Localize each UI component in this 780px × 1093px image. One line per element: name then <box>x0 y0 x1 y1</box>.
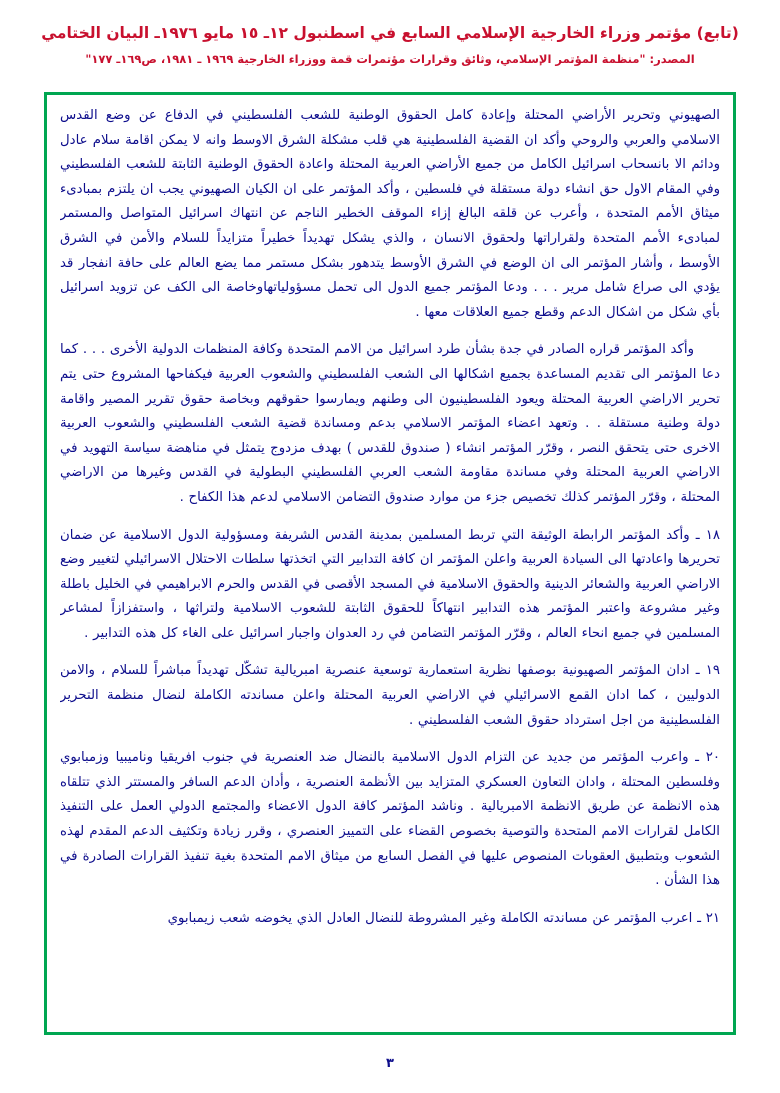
page-header <box>0 0 780 69</box>
page-number: ٣ <box>386 1056 394 1071</box>
header-title: (تابع) مؤتمر وزراء الخارجية الإسلامي السابع في اسطنبول ١٢ـ ١٥ مايو ١٩٧٦ـ البيان الختامي <box>41 24 739 42</box>
document-body <box>60 102 720 1027</box>
paragraph: وأكد المؤتمر قراره الصادر في جدة بشأن طرد اسرائيل من الامم المتحدة وكافة المنظمات الدولية الأخرى . . . كما دعا المؤتمر الى تقديم المساعدة بجميع اشكالها الى الشعب الفلسطيني والشعوب العربية فيكفاحها المشروع حتى يتم تحرير الاراضي العربية المحتلة ويعود الفلسطينيون الى وطنهم ويمارسوا حقوقهم وبخاصة حقوق تقرير المصير واقامة دولة وطنية مستقلة . . وتعهد اعضاء المؤتمر الاسلامي بدعم ومساندة قضية الشعب الفلسطيني والشعوب العربية الاخرى حتى يتحقق النصر ، وقرّر المؤتمر انشاء ( صندوق للقدس ) بهدف مزدوج يتمثل في مناهضة سياسة التهويد في الاراضي العربية المحتلة وفي مساندة مقاومة الشعب العربي الفلسطيني البطولية في القدس وغيرها من الاراضي المحتلة ، وقرّر المؤتمر كذلك تخصيص جزء من موارد صندوق التضامن الاسلامي لدعم هذا الكفاح . <box>60 342 720 505</box>
paragraph: ١٨ ـ وأكد المؤتمر الرابطة الوثيقة التي تربط المسلمين بمدينة القدس الشريفة ومسؤولية الدول الاسلامية عن ضمان تحريرها واعادتها الى السيادة العربية واعلن المؤتمر ان كافة التدابير التي اتخذتها سلطات الاحتلال الاسرائيلي لتغيير وضع الاراضي العربية والشعائر الدينية والحقوق الاسلامية في المسجد الأقصى في القدس والحرم الابراهيمي في الخليل باطلة وغير مشروعة واعتبر المؤتمر هذه التدابير انتهاكاً للحقوق الثابتة للشعوب الاسلامية ولتراثها ، واستفزازاً لمشاعر المسلمين في جميع انحاء العالم ، وقرّر المؤتمر التضامن في رد العدوان واجبار اسرائيل على الغاء كل هذه التدابير . <box>60 527 720 641</box>
header-source: المصدر: "منظمة المؤتمر الإسلامي، وثائق وقرارات مؤتمرات قمة ووزراء الخارجية ١٩٦٩ ـ ١٩٨١، ص١٦٩ـ ١٧٧" <box>85 52 695 67</box>
paragraph: الصهيوني وتحرير الأراضي المحتلة وإعادة كامل الحقوق الوطنية للشعب الفلسطيني في الدفاع عن وضع القدس الاسلامي والعربي والروحي وأكد ان القضية الفلسطينية هي قلب مشكلة الشرق الاوسط وانه لا يمكن اقامة سلام عادل ودائم الا بانسحاب اسرائيل الكامل من جميع الأراضي العربية المحتلة واعادة الحقوق الوطنية الثابتة للشعب الفلسطيني وفي المقام الاول حق انشاء دولة مستقلة في فلسطين ، وأكد المؤتمر على ان الكيان الصهيوني يجب ان يلتزم بمبادىء ميثاق الأمم المتحدة ، وأعرب عن قلقه البالغ إزاء الموقف الخطير الناجم عن انتهاك اسرائيل المتواصل والمستمر لمبادىء الأمم المتحدة ولقراراتها ولحقوق الانسان ، والذي يشكل تهديداً خطيراً متزايداً للسلام والأمن في الشرق الأوسط ، وأشار المؤتمر الى ان الوضع في الشرق الأوسط يتدهور بشكل مستمر مما يضع العالم على حافة انفجار قد يؤدي الى صراع شامل مرير . . . ودعا المؤتمر جميع الدول الى تحمل مسؤولياتهاوخاصة الى الكف عن تزويد اسرائيل بأي شكل من اشكال الدعم وقطع جميع العلاقات معها . <box>60 108 720 320</box>
paragraph: ٢٠ ـ واعرب المؤتمر من جديد عن التزام الدول الاسلامية بالنضال ضد العنصرية في جنوب افريقيا وناميبيا وزمبابوي وفلسطين المحتلة ، وادان التعاون العسكري المتزايد بين الأنظمة العنصرية ، وأدان الدعم السافر والمستتر الذي تتلقاه هذه الانظمة عن طريق الانظمة الامبريالية . وناشد المؤتمر كافة الدول الاعضاء والمجتمع الدولي العمل على التنفيذ الكامل لقرارات الامم المتحدة والتوصية بخصوص القضاء على التمييز العنصري ، وقرر زيادة وتكثيف الدعم المقدم لهذه الشعوب وبتطبيق العقوبات المنصوص عليها في الفصل السابع من ميثاق الامم المتحدة بغية تنفيذ القرارات الصادرة في هذا الشأن . <box>60 750 720 889</box>
paragraph: ٢١ ـ اعرب المؤتمر عن مساندته الكاملة وغير المشروطة للنضال العادل الذي يخوضه شعب زيمبابوي <box>167 910 720 926</box>
paragraph: ١٩ ـ ادان المؤتمر الصهيونية بوصفها نظرية استعمارية توسعية عنصرية امبريالية تشكّل تهديداً مباشراً للسلام ، والامن الدوليين ، كما ادان القمع الاسرائيلي في الاراضي العربية المحتلة واعلن مساندته الكاملة لنضال منظمة التحرير الفلسطينية من اجل استرداد حقوق الشعب الفلسطيني . <box>60 663 720 728</box>
